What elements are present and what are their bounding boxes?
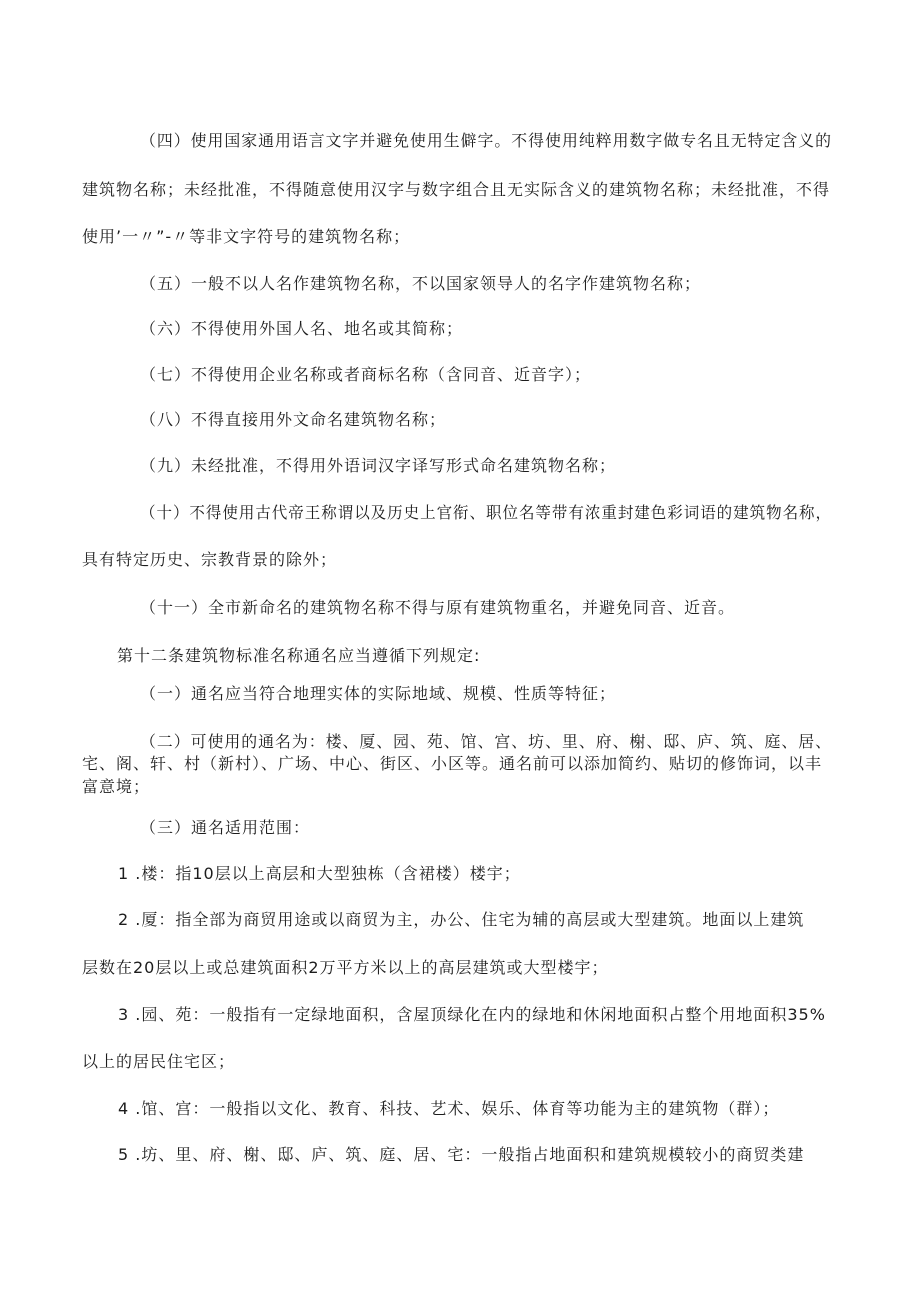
paragraph-line: （十一）全市新命名的建筑物名称不得与原有建筑物重名，并避免同音、近音。 — [140, 598, 736, 617]
list-item-line: 5 .坊、里、府、榭、邸、庐、筑、庭、居、宅：一般指占地面积和建筑规模较小的商贸类建 — [118, 1145, 805, 1164]
paragraph-line: （二）可使用的通名为：楼、厦、园、苑、馆、宫、坊、里、府、榭、邸、庐、筑、庭、居、 — [140, 732, 832, 751]
paragraph-line: 以上的居民住宅区； — [82, 1052, 236, 1071]
paragraph-line: （七）不得使用企业名称或者商标名称（含同音、近音字）； — [140, 365, 592, 384]
list-item-line: 3 .园、苑：一般指有一定绿地面积，含屋顶绿化在内的绿地和休闲地面积占整个用地面积35% — [118, 1005, 826, 1024]
paragraph-line: 建筑物名称；未经批准，不得随意使用汉字与数字组合且无实际含义的建筑物名称；未经批准，不得 — [82, 180, 831, 199]
paragraph-line: （三）通名适用范围： — [140, 818, 311, 837]
list-item-line: 4 .馆、宫：一般指以文化、教育、科技、艺术、娱乐、体育等功能为主的建筑物（群）； — [118, 1099, 780, 1118]
paragraph-line: （五）一般不以人名作建筑物名称，不以国家领导人的名字作建筑物名称； — [140, 274, 702, 293]
paragraph-line: 富意境； — [82, 777, 151, 796]
list-item-line: 2 .厦：指全部为商贸用途或以商贸为主，办公、住宅为辅的高层或大型建筑。地面以上建筑 — [118, 910, 805, 929]
article-heading: 第十二条建筑物标准名称通名应当遵循下列规定: — [117, 646, 481, 665]
list-item-line: 1 .楼：指10层以上高层和大型独栋（含裙楼）楼宇； — [118, 864, 521, 883]
paragraph-line: （十）不得使用古代帝王称谓以及历史上官衔、职位名等带有浓重封建色彩词语的建筑物名称， — [140, 503, 833, 522]
paragraph-line: （六）不得使用外国人名、地名或其简称； — [140, 319, 464, 338]
paragraph-line: 宅、阁、轩、村（新村）、广场、中心、街区、小区等。通名前可以添加简约、贴切的修饰词，以丰 — [82, 754, 823, 773]
paragraph-line: （四）使用国家通用语言文字并避免使用生僻字。不得使用纯粹用数字做专名且无特定含义的 — [140, 131, 832, 150]
paragraph-line: 层数在20层以上或总建筑面积2万平方米以上的高层建筑或大型楼宇； — [82, 958, 609, 977]
paragraph-line: （八）不得直接用外文命名建筑物名称； — [140, 410, 447, 429]
paragraph-line: 具有特定历史、宗教背景的除外； — [82, 550, 338, 569]
paragraph-line: （九）未经批准，不得用外语词汉字译写形式命名建筑物名称； — [140, 456, 617, 475]
paragraph-line: （一）通名应当符合地理实体的实际地域、规模、性质等特征； — [140, 684, 617, 703]
paragraph-line: 使用’一〃”-〃等非文字符号的建筑物名称； — [82, 227, 411, 246]
